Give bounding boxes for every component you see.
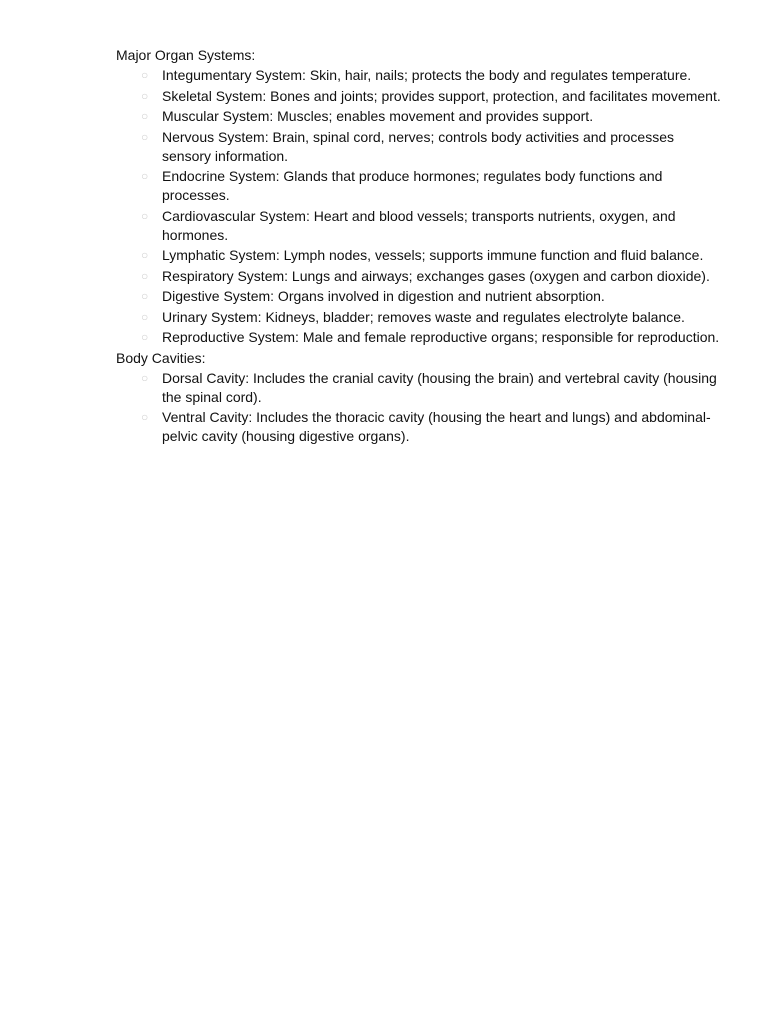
bullet-icon: ○ bbox=[141, 129, 149, 144]
list-item-text: Muscular System: Muscles; enables movement and provides support. bbox=[162, 108, 594, 124]
bullet-icon: ○ bbox=[141, 169, 149, 183]
bullet-icon: ○ bbox=[141, 370, 149, 385]
list-item-text: Endocrine System: Glands that produce hormones; regulates body functions and processes. bbox=[162, 168, 663, 203]
list-item-text: Respiratory System: Lungs and airways; exchanges gases (oxygen and carbon dioxide). bbox=[162, 267, 710, 284]
bullet-icon: ○ bbox=[141, 289, 149, 303]
list-item-text: Skeletal System: Bones and joints; provides support, protection, and facilitates movement. bbox=[162, 87, 721, 104]
list-item bbox=[116, 246, 726, 265]
list-item-text: Nervous System: Brain, spinal cord, nerves; controls body activities and processes sensory information. bbox=[162, 128, 675, 164]
section-heading: Body Cavities: bbox=[116, 349, 206, 366]
bullet-icon: ○ bbox=[141, 330, 149, 344]
list-item bbox=[116, 66, 726, 85]
list-item-text: Digestive System: Organs involved in digestion and nutrient absorption. bbox=[162, 288, 605, 304]
list-item-text: Lymphatic System: Lymph nodes, vessels; supports immune function and fluid balance. bbox=[162, 247, 704, 263]
list-item bbox=[116, 369, 726, 407]
list-item-text: Integumentary System: Skin, hair, nails; protects the body and regulates temperature. bbox=[162, 67, 692, 83]
bullet-icon: ○ bbox=[141, 309, 149, 324]
list-item bbox=[116, 128, 726, 166]
bullet-icon: ○ bbox=[141, 88, 149, 103]
list-item bbox=[116, 287, 726, 306]
bullet-icon: ○ bbox=[141, 109, 149, 123]
list-item bbox=[116, 107, 726, 126]
list-item bbox=[116, 207, 726, 245]
list-item bbox=[116, 328, 726, 347]
bullet-icon: ○ bbox=[141, 68, 149, 82]
list-item bbox=[116, 408, 726, 446]
bullet-icon: ○ bbox=[141, 208, 149, 223]
list-item bbox=[116, 167, 726, 205]
body-cavities-list bbox=[116, 369, 726, 447]
bullet-icon: ○ bbox=[141, 410, 149, 424]
list-item-text: Dorsal Cavity: Includes the cranial cavity (housing the brain) and vertebral cavity (housing the spinal cord). bbox=[162, 369, 717, 405]
section-heading: Major Organ Systems: bbox=[116, 47, 256, 63]
section-body-cavities bbox=[116, 349, 726, 447]
list-item bbox=[116, 308, 726, 327]
list-item-text: Urinary System: Kidneys, bladder; removes waste and regulates electrolyte balance. bbox=[162, 308, 685, 325]
document-content bbox=[116, 46, 726, 448]
list-item-text: Reproductive System: Male and female reproductive organs; responsible for reproduction. bbox=[162, 329, 720, 345]
organ-systems-list bbox=[116, 66, 726, 347]
bullet-icon: ○ bbox=[141, 248, 149, 262]
bullet-icon: ○ bbox=[141, 268, 149, 283]
list-item bbox=[116, 87, 726, 106]
list-item-text: Cardiovascular System: Heart and blood vessels; transports nutrients, oxygen, and hormones. bbox=[162, 207, 676, 243]
section-major-organ-systems bbox=[116, 46, 726, 347]
list-item bbox=[116, 267, 726, 286]
list-item-text: Ventral Cavity: Includes the thoracic cavity (housing the heart and lungs) and abdominal-pelvic cavity (housing digestive organs). bbox=[162, 409, 711, 444]
